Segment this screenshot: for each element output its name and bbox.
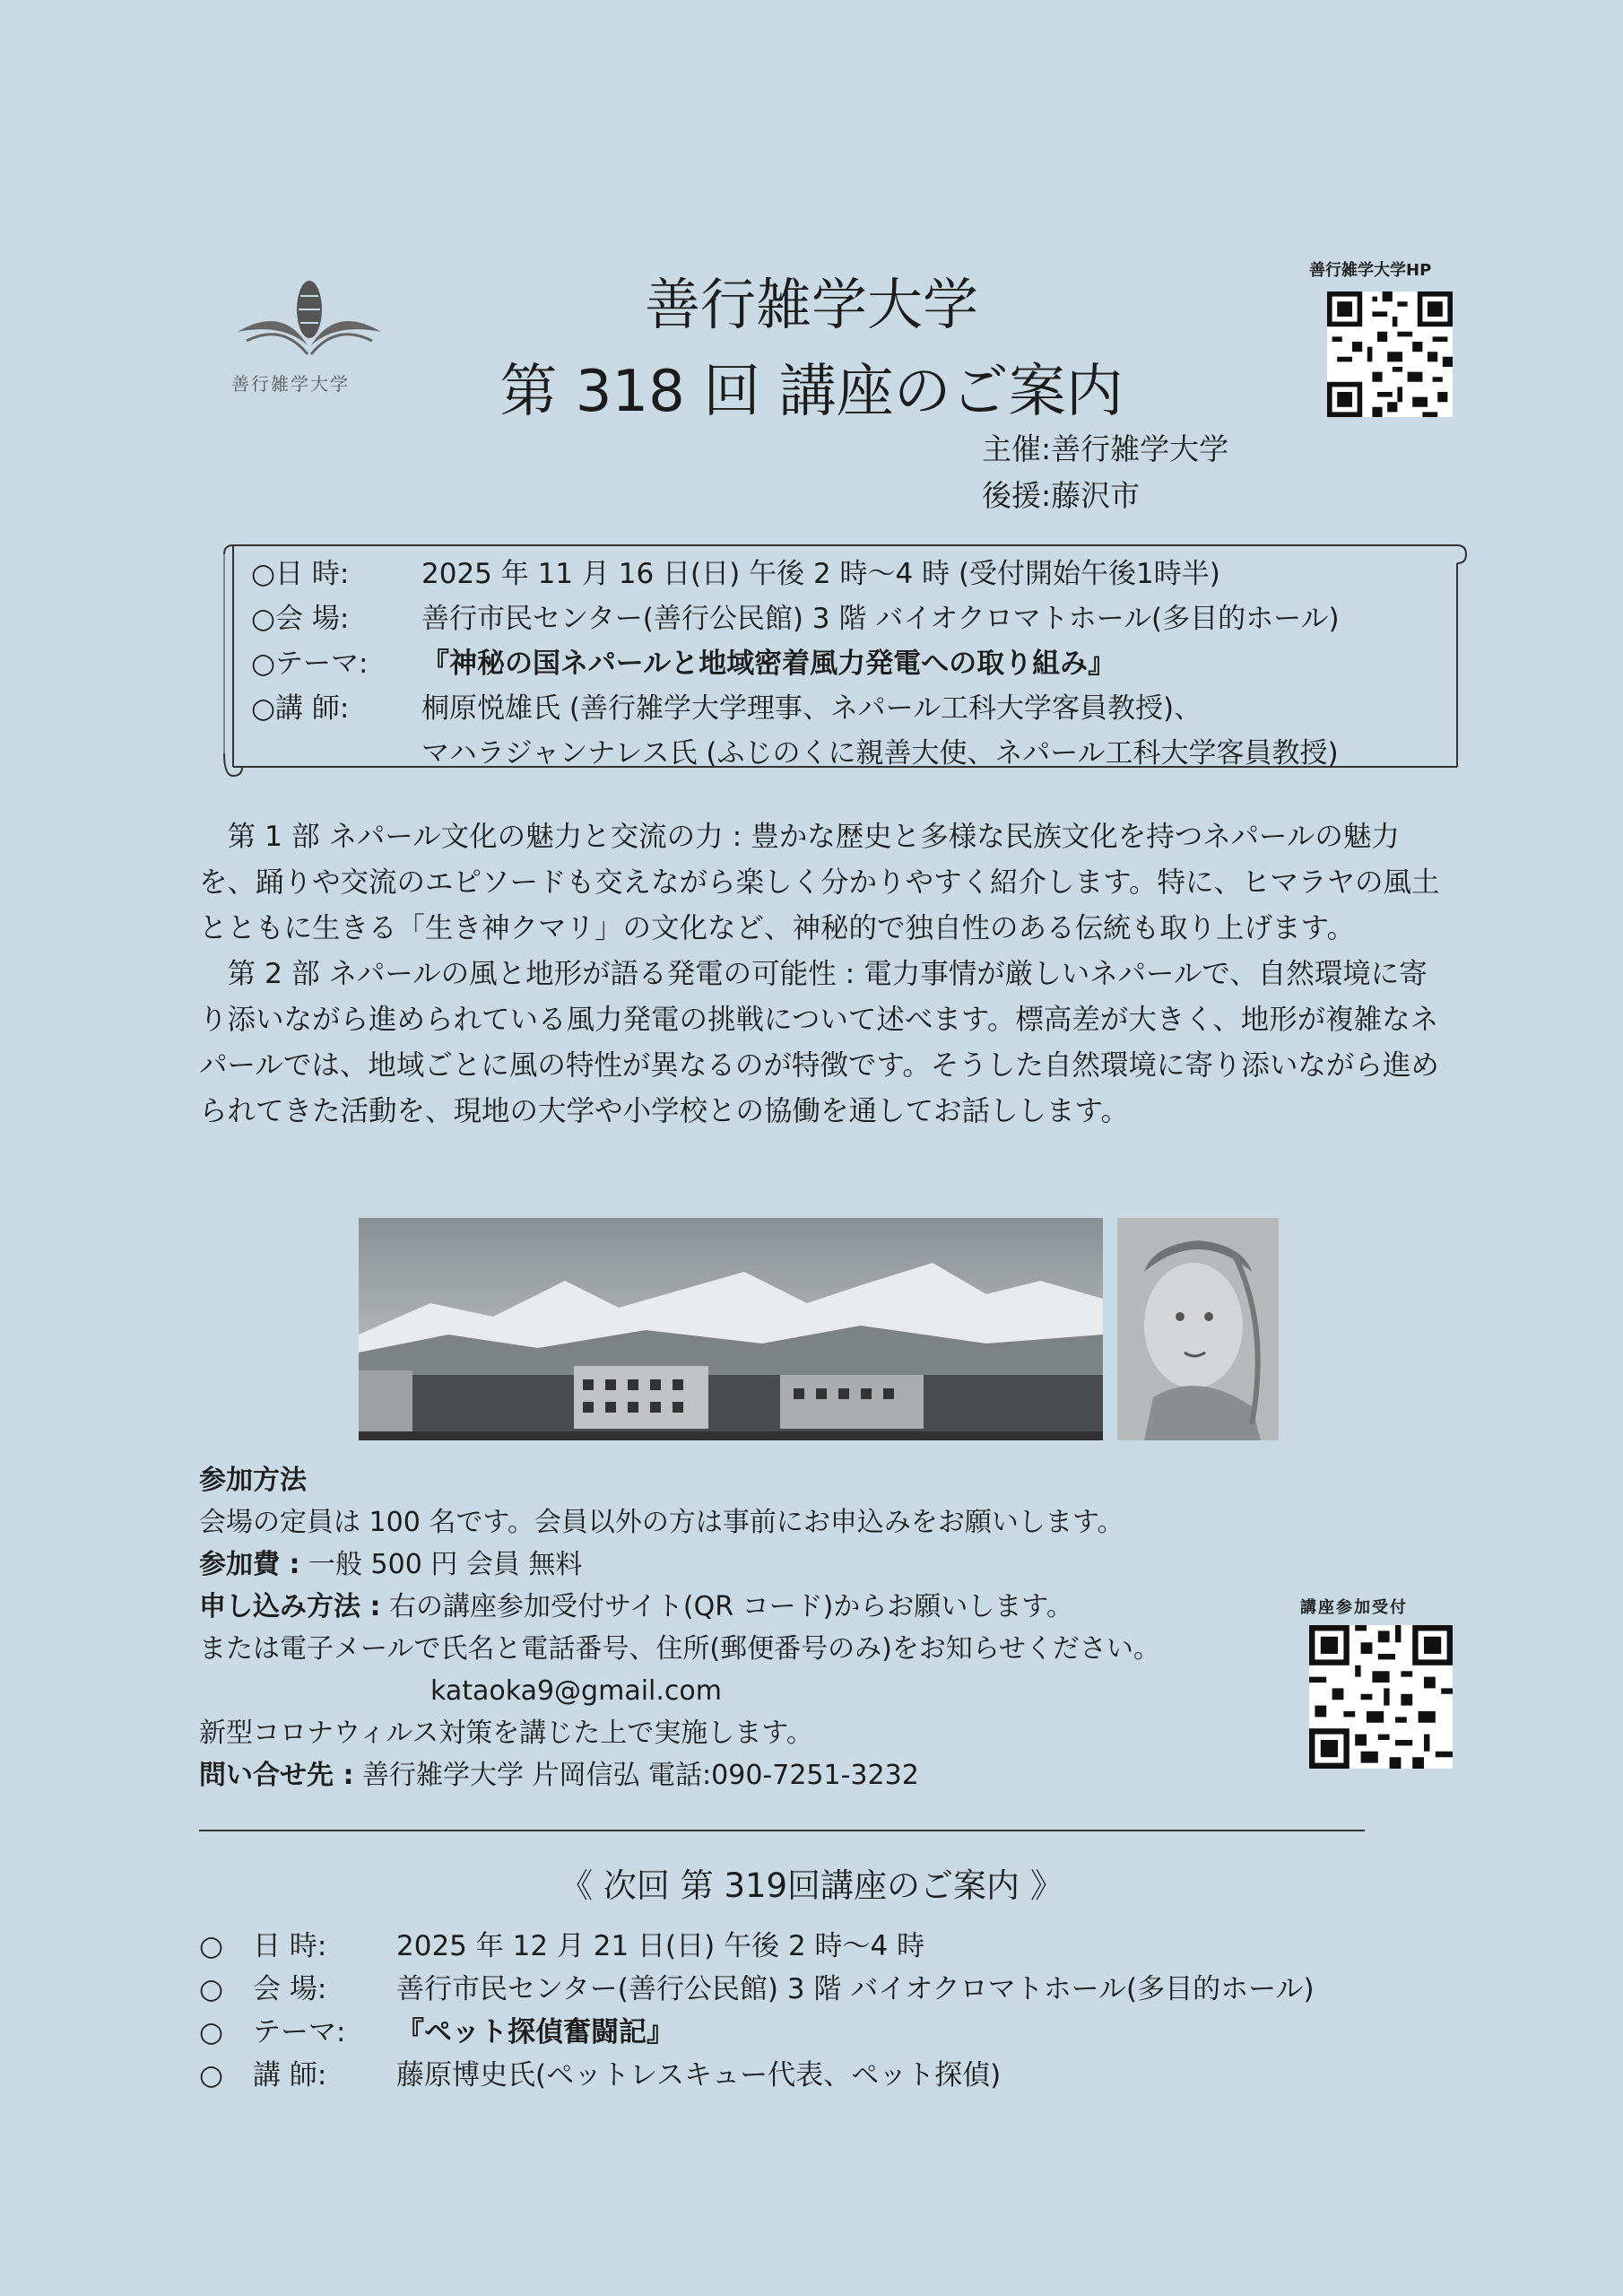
event-venue: 善行市民センター(善行公民館) 3 階 バイオクロマトホール(多目的ホール) — [421, 603, 1340, 635]
lecturer-label: ○講 師: — [251, 692, 350, 725]
theme-label: ○テーマ: — [251, 648, 369, 680]
kumari-drawing-photo — [1117, 1218, 1279, 1440]
contact-row — [199, 1754, 1160, 1796]
event-date: 2025 年 11 月 16 日(日) 午後 2 時〜4 時 (受付開始午後1時半) — [421, 558, 1220, 590]
part2-description: 第 2 部 ネパールの風と地形が語る発電の可能性 : 電力事情が厳しいネパールで、自然環境に寄り添いながら進められている風力発電の挑戦について述べます。標高差が大きく、地形が複雑なネパールでは、地域ごとに風の特性が異なるのが特徴です。そうした自然環境に寄り添いながら進められてきた活動を、現地の大学や小学校との協働を通してお話しします。 — [199, 958, 1439, 1127]
supporter: 後援:藤沢市 — [982, 478, 1141, 513]
next-venue: 善行市民センター(善行公民館) 3 階 バイオクロマトホール(多目的ホール) — [396, 1973, 1315, 2005]
apply-row — [199, 1586, 1160, 1628]
next-date-label: 日 時: — [253, 1930, 327, 1962]
event-date-row — [251, 552, 1340, 596]
next-venue-label: 会 場: — [253, 1973, 327, 2005]
next-lecturer-row — [199, 2054, 1315, 2097]
participation-heading: 参加方法 — [199, 1465, 307, 1496]
next-theme-label: テーマ: — [253, 2016, 346, 2048]
event-info — [251, 552, 1340, 776]
date-label: ○日 時: — [251, 558, 350, 590]
email-note: または電子メールで氏名と電話番号、住所(郵便番号のみ)をお知らせください。 — [199, 1633, 1160, 1665]
next-date-row — [199, 1925, 1315, 1968]
event-lecturer-1: 桐原悦雄氏 (善行雑学大学理事、ネパール工科大学客員教授)、 — [421, 692, 1202, 725]
homepage-qr-code[interactable] — [1327, 291, 1453, 417]
event-lecturer-row — [251, 686, 1340, 731]
venue-label: ○会 場: — [251, 603, 350, 635]
registration-qr-code[interactable] — [1309, 1625, 1453, 1769]
section-divider — [199, 1830, 1365, 1831]
qr-label-registration: 講座参加受付 — [1300, 1598, 1408, 1617]
next-lecturer-label: 講 師: — [253, 2059, 327, 2092]
event-theme: 『神秘の国ネパールと地域密着風力発電への取り組み』 — [421, 648, 1116, 680]
fee-row — [199, 1544, 1160, 1586]
page-title: 善行雑学大学 — [644, 272, 978, 337]
contact-value: 善行雑学大学 片岡信弘 電話:090-7251-3232 — [353, 1760, 919, 1791]
participation-info — [199, 1459, 1160, 1796]
event-lecturer-row-2 — [251, 731, 1340, 776]
next-date: 2025 年 12 月 21 日(日) 午後 2 時〜4 時 — [396, 1930, 925, 1962]
apply-value: 右の講座参加受付サイト(QR コード)からお願いします。 — [380, 1591, 1073, 1622]
capacity-note: 会場の定員は 100 名です。会員以外の方は事前にお申込みをお願いします。 — [199, 1507, 1124, 1538]
next-theme-row — [199, 2011, 1315, 2054]
event-lecturer-2: マハラジャンナレス氏 (ふじのくに親善大使、ネパール工科大学客員教授) — [421, 737, 1339, 770]
sponsor-block — [982, 426, 1228, 519]
contact-email[interactable]: kataoka9@gmail.com — [430, 1675, 722, 1707]
part1-description: 第 1 部 ネパール文化の魅力と交流の力 : 豊かな歴史と多様な民族文化を持つネパールの魅力を、踊りや交流のエピソードも交えながら楽しく分かりやすく紹介します。特に、ヒマラヤの風土とともに生きる「生き神クマリ」の文化など、神秘的で独自性のある伝統も取り上げます。 — [199, 821, 1440, 944]
nepal-campus-photo — [359, 1218, 1103, 1440]
bullet-circle: ○ — [199, 2016, 224, 2048]
event-venue-row — [251, 596, 1340, 641]
qr-label-homepage: 善行雑学大学HP — [1309, 261, 1432, 280]
fee-label: 参加費 : — [199, 1549, 300, 1580]
lecture-description — [199, 814, 1445, 1135]
contact-label: 問い合せ先 : — [199, 1760, 354, 1791]
next-lecture-title: 《 次回 第 319回講座のご案内 》 — [560, 1866, 1063, 1905]
next-lecture-info — [199, 1925, 1315, 2097]
apply-label: 申し込み方法 : — [199, 1591, 381, 1622]
organizer: 主催:善行雑学大学 — [982, 431, 1229, 466]
covid-note: 新型コロナウィルス対策を講じた上で実施します。 — [199, 1718, 813, 1749]
bullet-circle: ○ — [199, 1930, 224, 1962]
next-venue-row — [199, 1968, 1315, 2011]
bullet-circle: ○ — [199, 1973, 224, 2005]
next-lecturer: 藤原博史氏(ペットレスキュー代表、ペット探偵) — [396, 2059, 1002, 2092]
lecture-subtitle: 第 318 回 講座のご案内 — [499, 359, 1124, 425]
event-theme-row — [251, 641, 1340, 686]
logo-text: 善行雑学大学 — [231, 373, 350, 395]
next-theme: 『ペット探偵奮闘記』 — [396, 2016, 674, 2048]
fee-value: 一般 500 円 会員 無料 — [299, 1549, 583, 1580]
bullet-circle: ○ — [199, 2059, 224, 2092]
